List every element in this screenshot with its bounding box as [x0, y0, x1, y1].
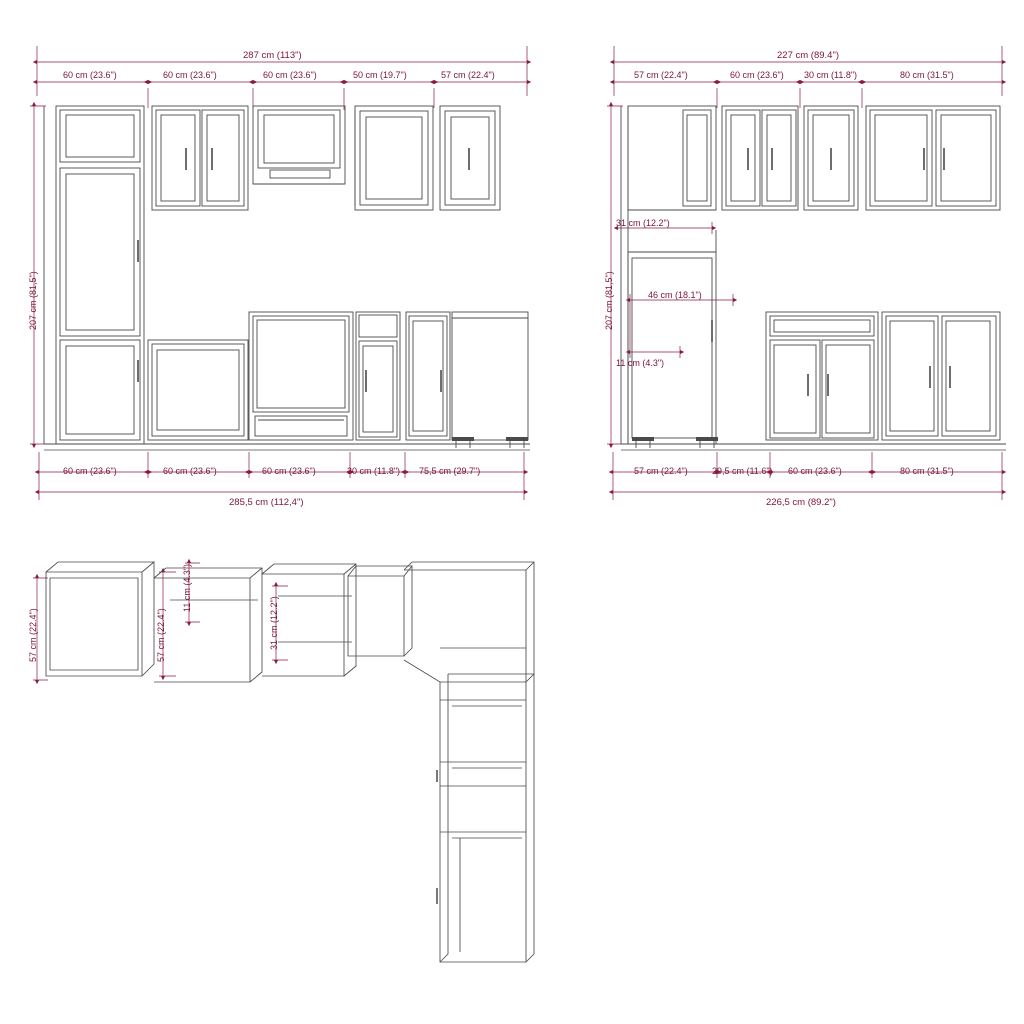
dim-v2-inner-1: 31 cm (12.2") [616, 218, 670, 228]
dim-v1-height: 207 cm (81,5") [28, 271, 38, 330]
dim-v1-top-4: 50 cm (19.7") [353, 70, 407, 80]
dim-v3-3: 11 cm (4.3") [182, 563, 192, 612]
dim-v1-bottom-total: 285,5 cm (112,4") [229, 497, 304, 508]
view3-geometry [46, 562, 534, 962]
dim-v1-bot-1: 60 cm (23.6") [63, 466, 117, 476]
dim-v2-bot-1: 57 cm (22.4") [634, 466, 688, 476]
dim-v2-bot-3: 60 cm (23.6") [788, 466, 842, 476]
dim-v1-bot-4: 30 cm (11.8") [347, 466, 401, 476]
dim-v2-top-total: 227 cm (89.4") [777, 50, 839, 61]
dim-v1-bot-3: 60 cm (23.6") [262, 466, 316, 476]
dim-v1-top-1: 60 cm (23.6") [63, 70, 117, 80]
dim-v2-bot-2: 29,5 cm (11.6") [712, 466, 773, 476]
dim-v2-height: 207 cm (81,5") [604, 271, 614, 330]
dim-v3-1: 57 cm (22.4") [28, 608, 38, 662]
dim-v1-top-2: 60 cm (23.6") [163, 70, 217, 80]
dim-v2-top-1: 57 cm (22.4") [634, 70, 688, 80]
dim-v2-top-3: 30 cm (11.8") [804, 70, 858, 80]
dim-v2-top-2: 60 cm (23.6") [730, 70, 784, 80]
dim-v1-top-3: 60 cm (23.6") [263, 70, 317, 80]
view2-geometry [621, 106, 1006, 450]
dim-v3-4: 31 cm (12.2") [269, 596, 279, 650]
dimension-lines-view2 [607, 46, 1002, 500]
dim-v1-bot-2: 60 cm (23.6") [163, 466, 217, 476]
dimension-lines-view1 [30, 46, 527, 500]
dim-v1-top-total: 287 cm (113") [243, 50, 302, 61]
dim-v2-inner-3: 11 cm (4.3") [616, 358, 665, 368]
dim-v2-bot-4: 80 cm (31.5") [900, 466, 954, 476]
dim-v2-top-4: 80 cm (31.5") [900, 70, 954, 80]
dim-v3-2: 57 cm (22.4") [156, 608, 166, 662]
dim-v2-inner-2: 46 cm (18.1") [648, 290, 702, 300]
dim-v2-bottom-total: 226,5 cm (89.2") [766, 497, 836, 508]
view1-geometry [44, 106, 530, 450]
dim-v1-top-5: 57 cm (22.4") [441, 70, 495, 80]
dim-v1-bot-5: 75,5 cm (29.7") [419, 466, 481, 476]
